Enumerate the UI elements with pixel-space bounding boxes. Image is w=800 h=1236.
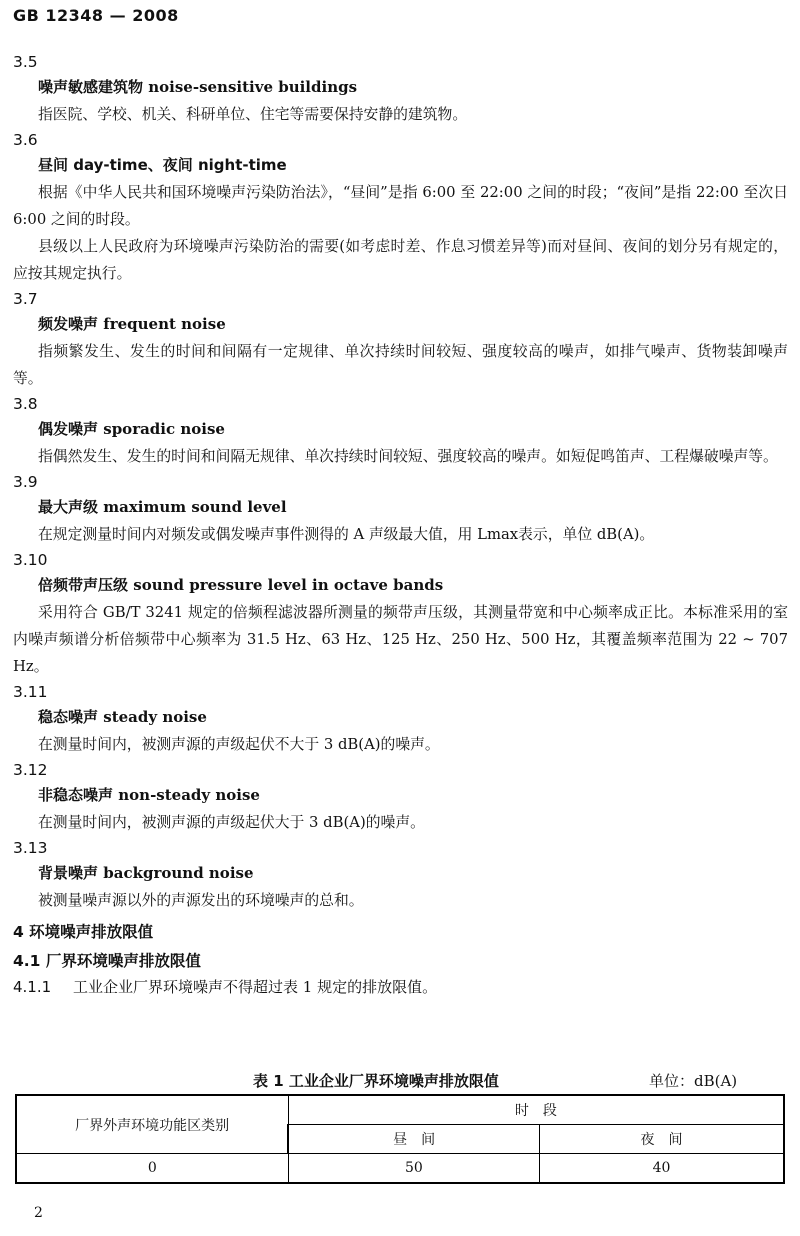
section-number: 3.13 xyxy=(13,839,48,857)
standard-code-header: GB 12348 — 2008 xyxy=(13,6,179,25)
table-caption-row xyxy=(13,1070,788,1092)
term-en: frequent noise xyxy=(103,315,226,333)
definition-paragraph: 指偶然发生、发生的时间和间隔无规律、单次持续时间较短、强度较高的噪声。如短促鸣笛声、工程爆破噪声等。 xyxy=(38,448,778,465)
term-title xyxy=(13,416,788,443)
definition-paragraph: 被测量噪声源以外的声源发出的环境噪声的总和。 xyxy=(38,892,364,909)
term-cn: 噪声敏感建筑物 xyxy=(38,78,144,96)
term-en: sporadic noise xyxy=(103,420,225,438)
term-title xyxy=(13,494,788,521)
section-number: 3.12 xyxy=(13,761,48,779)
clause xyxy=(13,974,788,1000)
definition-paragraph: 在测量时间内，被测声源的声级起伏大于 3 dB(A)的噪声。 xyxy=(38,814,425,831)
term-title xyxy=(13,704,788,731)
day-header-cell: 昼 间 xyxy=(288,1125,539,1154)
term-cn: 昼间 day-time、夜间 night-time xyxy=(38,156,287,174)
period-header-cell: 时 段 xyxy=(288,1095,784,1125)
row-header-cell: 厂界外声环境功能区类别 xyxy=(16,1095,288,1154)
definition-paragraph: 在规定测量时间内对频发或偶发噪声事件测得的 A 声级最大值，用 Lmax表示，单位 dB(A)。 xyxy=(38,526,655,543)
term-en: noise-sensitive buildings xyxy=(148,78,358,96)
table-row xyxy=(16,1154,784,1184)
section-number: 3.9 xyxy=(13,473,38,491)
section-number: 3.5 xyxy=(13,53,38,71)
night-header-cell: 夜 间 xyxy=(540,1125,784,1154)
definition-paragraph: 采用符合 GB/T 3241 规定的倍频程滤波器所测量的频带声压级，其测量带宽和中心频率成正比。本标准采用的室内噪声频谱分析倍频带中心频率为 31.5 Hz、63 Hz、125 Hz、250 Hz、500 Hz，其覆盖频率范围为 22 ~ 707 Hz。 xyxy=(13,604,788,675)
definition-paragraph: 在测量时间内，被测声源的声级起伏不大于 3 dB(A)的噪声。 xyxy=(38,736,440,753)
term-title xyxy=(13,860,788,887)
definition-paragraph: 根据《中华人民共和国环境噪声污染防治法》，“昼间”是指 6:00 至 22:00 之间的时段；“夜间”是指 22:00 至次日 6:00 之间的时段。 xyxy=(13,184,788,228)
term-cn: 倍频带声压级 xyxy=(38,576,129,594)
term-cn: 频发噪声 xyxy=(38,315,99,333)
subsection-heading: 4.1 厂界环境噪声排放限值 xyxy=(13,952,201,970)
page-number: 2 xyxy=(34,1205,43,1221)
section-number: 3.7 xyxy=(13,290,38,308)
term-title xyxy=(13,572,788,599)
term-title xyxy=(13,311,788,338)
table-unit: 单位：dB(A) xyxy=(649,1072,738,1090)
term-title xyxy=(13,782,788,809)
chapter-heading: 4 环境噪声排放限值 xyxy=(13,923,154,941)
term-en: background noise xyxy=(103,864,254,882)
term-title xyxy=(13,152,788,179)
clause-text: 工业企业厂界环境噪声不得超过表 1 规定的排放限值。 xyxy=(73,978,438,996)
day-value-cell: 50 xyxy=(288,1154,539,1184)
term-cn: 背景噪声 xyxy=(38,864,99,882)
table-caption: 表 1 工业企业厂界环境噪声排放限值 xyxy=(253,1072,499,1090)
section-number: 3.10 xyxy=(13,551,48,569)
document-body xyxy=(13,50,788,1000)
emission-limit-table xyxy=(15,1094,785,1184)
term-en: sound pressure level in octave bands xyxy=(133,576,444,594)
term-en: steady noise xyxy=(103,708,207,726)
section-number: 3.8 xyxy=(13,395,38,413)
definition-paragraph: 指频繁发生、发生的时间和间隔有一定规律、单次持续时间较短、强度较高的噪声，如排气噪声、货物装卸噪声等。 xyxy=(13,343,788,387)
term-cn: 最大声级 xyxy=(38,498,99,516)
section-number: 3.11 xyxy=(13,683,48,701)
term-cn: 偶发噪声 xyxy=(38,420,99,438)
definition-paragraph: 县级以上人民政府为环境噪声污染防治的需要(如考虑时差、作息习惯差异等)而对昼间、夜间的划分另有规定的，应按其规定执行。 xyxy=(13,238,788,282)
category-cell: 0 xyxy=(16,1154,288,1184)
term-cn: 非稳态噪声 xyxy=(38,786,114,804)
clause-number: 4.1.1 xyxy=(13,978,52,996)
term-cn: 稳态噪声 xyxy=(38,708,99,726)
definition-paragraph: 指医院、学校、机关、科研单位、住宅等需要保持安静的建筑物。 xyxy=(38,106,468,123)
term-en: non-steady noise xyxy=(118,786,260,804)
night-value-cell: 40 xyxy=(540,1154,784,1184)
term-title xyxy=(13,74,788,101)
section-number: 3.6 xyxy=(13,131,38,149)
table-header-row xyxy=(16,1095,784,1125)
term-en: maximum sound level xyxy=(103,498,287,516)
